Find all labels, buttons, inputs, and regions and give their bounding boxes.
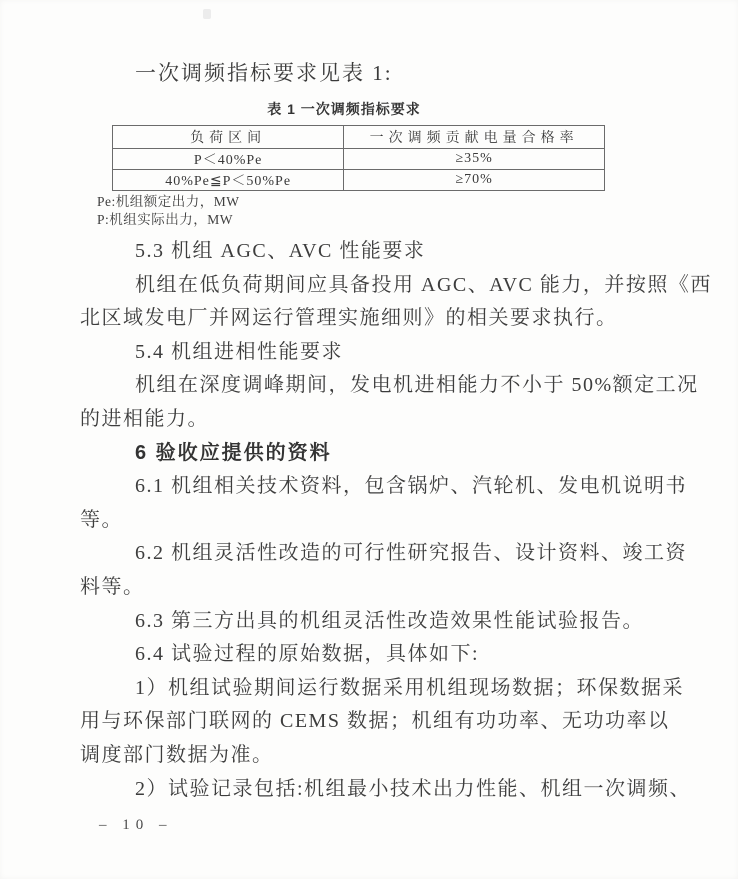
note-p: P:机组实际出力，MW bbox=[97, 212, 234, 227]
table-header-row bbox=[113, 126, 605, 149]
table-cell: ≥70% bbox=[344, 170, 605, 191]
table-row bbox=[113, 170, 605, 191]
table-cell: 40%Pe≦P＜50%Pe bbox=[113, 170, 344, 191]
note-pe: Pe:机组额定出力，MW bbox=[97, 194, 240, 209]
heading-5-3: 5.3 机组 AGC、AVC 性能要求 bbox=[135, 240, 426, 262]
para-5-4-line-2: 的进相能力。 bbox=[80, 407, 209, 430]
table-caption: 表 1 一次调频指标要求 bbox=[267, 101, 421, 117]
intro-line: 一次调频指标要求见表 1: bbox=[135, 61, 393, 85]
scan-smudge bbox=[203, 9, 211, 19]
table-header-load-range: 负荷区间 bbox=[113, 126, 344, 149]
heading-6: 6 验收应提供的资料 bbox=[135, 441, 332, 464]
item-2-line-1: 2）试验记录包括:机组最小技术出力性能、机组一次调频、 bbox=[135, 777, 692, 800]
body-text bbox=[80, 235, 712, 806]
para-6-1-line-2: 等。 bbox=[80, 508, 123, 531]
table-cell: P＜40%Pe bbox=[113, 149, 344, 170]
para-5-3-line-2: 北区域发电厂并网运行管理实施细则》的相关要求执行。 bbox=[80, 307, 618, 330]
para-6-4: 6.4 试验过程的原始数据，具体如下: bbox=[135, 643, 480, 666]
frequency-regulation-table bbox=[112, 125, 605, 191]
table-header-pass-rate: 一次调频贡献电量合格率 bbox=[344, 126, 605, 149]
para-6-2-line-1: 6.2 机组灵活性改造的可行性研究报告、设计资料、竣工资 bbox=[135, 542, 687, 565]
item-1-line-3: 调度部门数据为准。 bbox=[80, 743, 274, 766]
page-content bbox=[0, 60, 738, 806]
table-cell: ≥35% bbox=[344, 149, 605, 170]
table-row bbox=[113, 149, 605, 170]
item-1-line-1: 1）机组试验期间运行数据采用机组现场数据；环保数据采 bbox=[135, 676, 684, 699]
para-5-3-line-1: 机组在低负荷期间应具备投用 AGC、AVC 能力，并按照《西 bbox=[135, 273, 712, 296]
table-notes bbox=[80, 193, 660, 229]
page-number: – 10 – bbox=[99, 817, 173, 833]
para-6-2-line-2: 料等。 bbox=[80, 575, 145, 598]
para-5-4-line-1: 机组在深度调峰期间，发电机进相能力不小于 50%额定工况 bbox=[135, 374, 699, 397]
item-1-line-2: 用与环保部门联网的 CEMS 数据；机组有功功率、无功功率以 bbox=[80, 710, 670, 733]
para-6-1-line-1: 6.1 机组相关技术资料，包含锅炉、汽轮机、发电机说明书 bbox=[135, 475, 687, 498]
para-6-3: 6.3 第三方出具的机组灵活性改造效果性能试验报告。 bbox=[135, 609, 644, 632]
heading-5-4: 5.4 机组进相性能要求 bbox=[135, 340, 343, 363]
